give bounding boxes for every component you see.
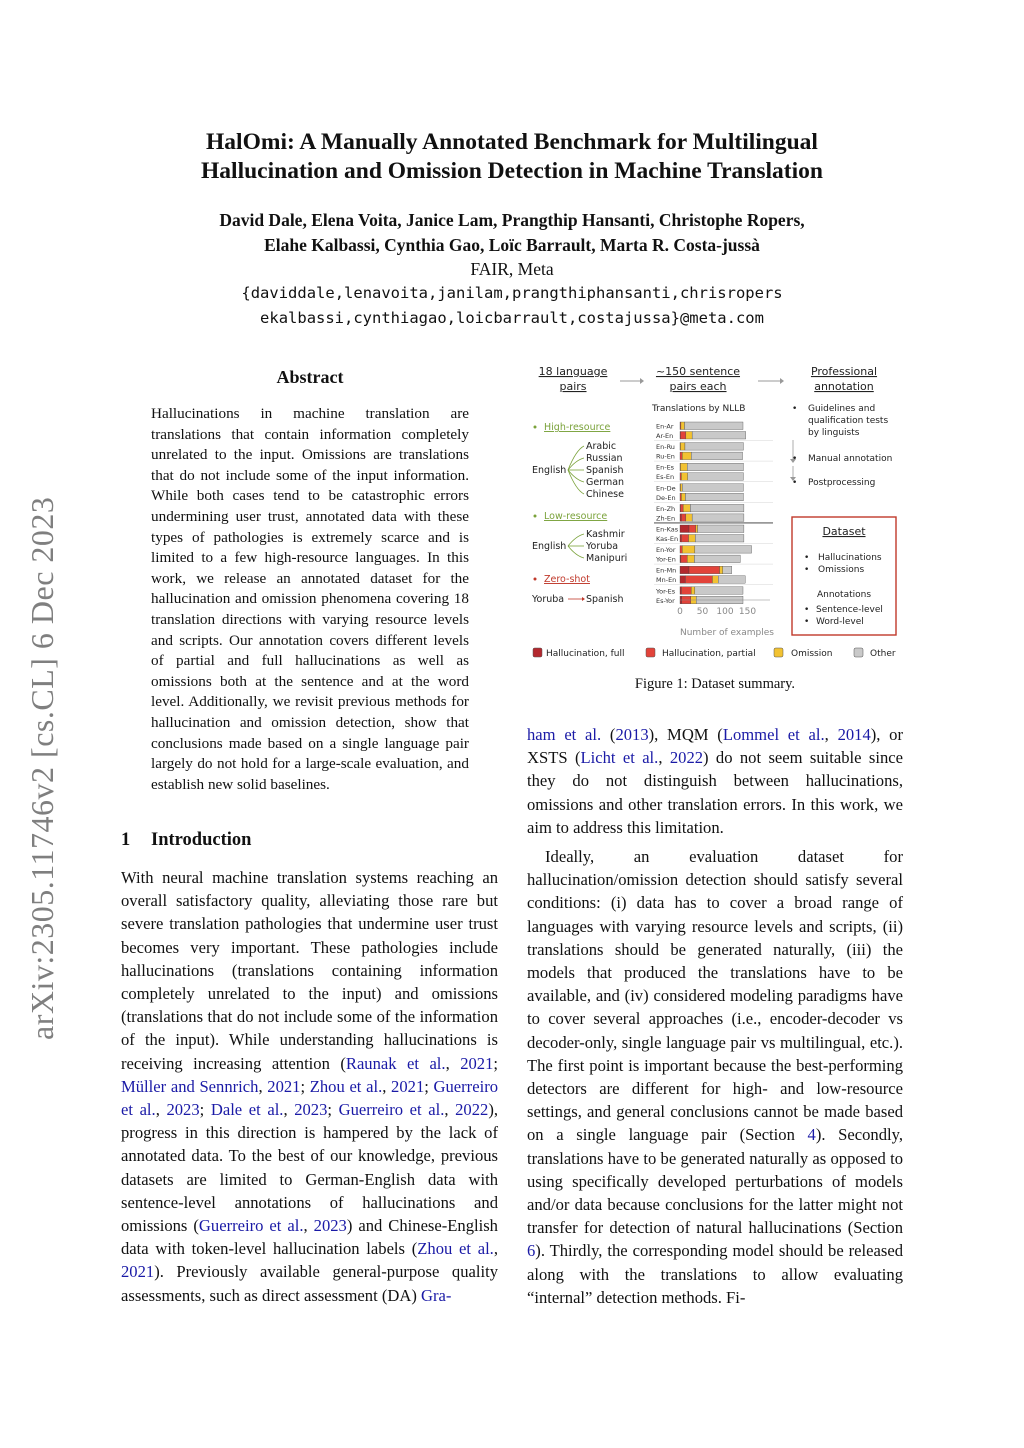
text-run: ), MQM (: [648, 725, 723, 744]
authors-line-2: Elahe Kalbassi, Cynthia Gao, Loïc Barrault, Marta R. Costa-jussà: [264, 235, 760, 255]
bar-label-en-es: En-Es: [656, 463, 675, 472]
bar-ar-en-omission: [686, 432, 692, 440]
bar-yor-en-omission: [687, 555, 694, 563]
bar-yor-es-partial: [681, 587, 691, 595]
bar-label-en-ar: En-Ar: [656, 422, 674, 431]
lang-kashmir: Kashmir: [586, 529, 625, 540]
section-title: Introduction: [151, 830, 252, 850]
bullet-icon: •: [804, 617, 810, 627]
bullet-icon: [534, 426, 537, 429]
legend-swatch-partial: [646, 648, 655, 657]
paper-title: [0, 128, 1024, 186]
title-line-2: Hallucination and Omission Detection in Machine Translation: [201, 158, 823, 184]
bar-en-yor-partial: [680, 546, 682, 554]
bar-label-zh-en: Zh-En: [656, 514, 676, 523]
section-ref-link[interactable]: 6: [527, 1241, 536, 1261]
legend-other: Other: [870, 649, 896, 659]
bar-zh-en-full: [680, 514, 681, 522]
bar-en-mn-omission: [720, 566, 723, 574]
bar-kas-en-omission: [689, 535, 696, 543]
bullet-icon: •: [804, 553, 810, 563]
group-zero-shot: Zero-shot: [544, 574, 590, 585]
email-line-1: {daviddale,lenavoita,janilam,prangthiphansanti,chrisropers: [241, 284, 783, 302]
bar-ru-en-other: [691, 452, 742, 460]
text-run: ) and Chinese-English data with token-level hallucination labels (: [121, 1216, 498, 1259]
pipeline-post: Postprocessing: [808, 478, 876, 488]
bullet-icon: •: [804, 565, 810, 575]
annot-sentence: Sentence-level: [816, 605, 883, 615]
intro-paragraph-3: [527, 845, 903, 1309]
lang-german: German: [586, 477, 625, 488]
separator: ;: [327, 1100, 339, 1120]
emails: [0, 281, 1024, 331]
tick-0: 0: [677, 607, 683, 617]
dataset-item-omissions: Omissions: [818, 565, 865, 575]
citation-year[interactable]: 2013: [615, 725, 649, 744]
bar-en-yor-other: [695, 546, 752, 554]
figure-1-svg: [528, 360, 902, 668]
bar-kas-en-partial: [681, 535, 688, 543]
separator: ;: [493, 1053, 498, 1073]
chart-x-axis: [677, 600, 774, 638]
intro-paragraph-2: ham et al. (2013), MQM (Lommel et al., 2014), or XSTS (Licht et al., 2022) do not seem suitable since they do not distinguish between hallucinations, omissions and other translation errors. In this work, we aim to address this limitation.: [527, 725, 903, 837]
bullet-icon: •: [792, 478, 798, 488]
bar-label-yor-en: Yor-En: [656, 555, 676, 564]
dataset-title: Dataset: [822, 525, 866, 538]
citation-link[interactable]: Guerreiro et al.: [198, 1216, 304, 1236]
bar-mn-en-partial: [685, 576, 712, 584]
citation-link[interactable]: Dale et al.: [210, 1100, 284, 1120]
bar-en-es-other: [687, 463, 743, 471]
lang-russian: Russian: [586, 453, 623, 464]
text-run: ), progress in this direction is hampered by the lack of annotated data. To the best of our knowledge, previous datasets are limited to German-English data with sentence-level annotations of hallucinations and omissions (: [121, 1100, 498, 1236]
legend-swatch-full: [533, 648, 542, 657]
group-high-resource: High-resource: [544, 422, 611, 433]
arrow-icon: [568, 597, 585, 601]
lang-manipuri: Manipuri: [586, 553, 628, 564]
text-run: ). Thirdly, the corresponding model should be released along with the translations to allow evaluating “internal” detection methods. Fi-: [527, 1241, 903, 1307]
bar-kas-en-other: [695, 535, 744, 543]
bar-kas-en-full: [680, 535, 681, 543]
text-run: ). Secondly, translations have to be generated naturally as opposed to using specifically developed perturbations of models and/or data because conclusions for the latter might not transfer for detection of natural hallucinations (Section: [527, 1125, 903, 1238]
separator: ;: [199, 1100, 211, 1120]
citation-link[interactable]: Guerreiro et al.: [338, 1100, 445, 1120]
bar-zh-en-other: [692, 514, 744, 522]
group-low-resource: Low-resource: [544, 511, 608, 522]
source-yoruba: Yoruba: [532, 594, 565, 605]
bullet-icon: •: [792, 454, 798, 464]
text-run: ), or XSTS (: [527, 725, 903, 768]
col3-title-line1: Professional: [810, 365, 878, 378]
pipeline-line-1: Guidelines and: [808, 404, 876, 414]
bar-en-yor-omission: [682, 546, 695, 554]
bar-label-en-mn: En-Mn: [656, 566, 677, 575]
bar-label-es-yor: Es-Yor: [656, 596, 675, 605]
branch-arrows-high: [568, 446, 584, 494]
bar-de-en-other: [685, 493, 743, 501]
bar-label-de-en: De-En: [656, 493, 676, 502]
bar-label-es-en: Es-En: [656, 473, 675, 482]
bar-en-zh-partial: [680, 504, 683, 512]
citation-year[interactable]: 2021: [267, 1076, 301, 1096]
bar-label-yor-es: Yor-Es: [656, 587, 676, 596]
abstract-heading: Abstract: [276, 367, 344, 387]
bar-label-ar-en: Ar-En: [656, 432, 674, 440]
bar-ar-en-other: [692, 432, 746, 440]
bar-de-en-omission: [681, 493, 685, 501]
col1-title-line2: pairs: [559, 380, 587, 393]
lang-arabic: Arabic: [586, 441, 617, 452]
bar-de-en-partial: [680, 493, 681, 501]
intro-left-column: [121, 866, 498, 1307]
bar-yor-en-other: [694, 555, 740, 563]
lang-chinese: Chinese: [586, 489, 624, 500]
legend-swatch-other: [854, 648, 863, 657]
annot-word: Word-level: [816, 617, 864, 627]
bar-mn-en-omission: [712, 576, 718, 584]
citation-link[interactable]: Guerreiro et al.: [121, 1076, 499, 1120]
bar-en-ru-other: [685, 443, 744, 451]
separator: ;: [300, 1076, 310, 1096]
bar-yor-es-other: [695, 587, 743, 595]
tick-50: 50: [696, 607, 709, 617]
bullet-icon: [534, 515, 537, 518]
bar-ru-en-partial: [680, 452, 682, 460]
bar-en-de-other: [682, 484, 743, 492]
citation-link[interactable]: Raunak et al.: [345, 1053, 446, 1073]
bar-en-es-omission: [680, 463, 687, 471]
bar-es-en-omission: [681, 473, 687, 481]
bar-en-de-omission: [680, 484, 682, 492]
bar-label-ru-en: Ru-En: [656, 452, 675, 461]
citation-link[interactable]: Licht et al.: [580, 748, 659, 768]
citation-link[interactable]: Gra-: [421, 1285, 452, 1305]
bar-label-en-de: En-De: [656, 484, 676, 493]
dataset-item-hallucinations: Hallucinations: [818, 553, 882, 563]
legend-full: Hallucination, full: [546, 649, 625, 659]
text-run: Ideally, an evaluation dataset for hallucination/omission detection should satisfy several conditions: (i) data has to cover a broad range of languages with varying resource levels and scripts, (ii) translations should be generated naturally, (iii) the models that produced the translations have to be available, and (iv) considered modeling paradigms have to cover several approaches (i.e., encoder-decoder vs decoder-only, single language pair vs multilingual, etc.). The first point is important because the best-performing detectors are different for high- and low-resource settings, and general conclusions cannot be made based on a single language pair (Section: [527, 847, 903, 1145]
col2-title-line2: pairs each: [669, 380, 727, 393]
bar-ru-en-omission: [682, 452, 691, 460]
citation-year[interactable]: 2021: [460, 1053, 494, 1073]
arxiv-stamp[interactable]: arXiv:2305.11746v2 [cs.CL] 6 Dec 2023: [24, 496, 60, 1040]
intro-paragraph-1: With neural machine translation systems reaching an overall satisfactory quality, alleviating those rare but severe translation pathologies that undermine user trust becomes very important. These pathologies include hallucinations (translations containing information completely unrelated to the input) and omissions (translations that do not include some of the information of the input). While understanding hallucinations is receiving increasing attention (Raunak et al., 2021; Müller and Sennrich, 2021; Zhou et al., 2021; Guerreiro et al., 2023; Dale et al., 2023; Guerreiro et al., 2022), progress in this direction is hampered by the lack of annotated data. To the best of our knowledge, previous datasets are limited to German-English data with sentence-level annotations of hallucinations and omissions (Guerreiro et al., 2023) and Chinese-English data with token-level hallucination labels (Zhou et al., 2021). Previously available general-purpose quality assessments, such as direct assessment (DA) Gra-: [121, 868, 499, 1305]
annotations-title: Annotations: [816, 590, 872, 600]
bar-ar-en-partial: [680, 432, 685, 440]
abstract-text: Hallucinations in machine translation are translations that contain information completely unrelated to the input. Omissions are translations that do not include some of the input information. While both cases tend to be catastrophic errors undermining user trust, annotated data with these types of pathologies is extremely scarce and is limited to a few high-resource languages. In this work, we release an annotated dataset for the hallucination and omission phenomena covering 18 translation directions with varying resource levels and scripts. Our annotation covers different levels of partial and full hallucinations as well as omissions both at the sentence and at the word level. Additionally, we revisit previous methods for hallucination and omission detection, show that conclusions made based on a single language pair largely do not hold for a large-scale evaluation, and establish new solid baselines.: [151, 405, 469, 793]
citation-link[interactable]: Zhou et al.: [417, 1239, 494, 1259]
intro-right-column: [527, 723, 903, 1309]
bar-en-kas-full: [680, 525, 689, 533]
citation-year[interactable]: 2021: [121, 1262, 155, 1282]
bar-label-kas-en: Kas-En: [656, 535, 679, 543]
figure-1: [528, 360, 902, 668]
citation-link[interactable]: Müller and Sennrich: [121, 1076, 259, 1096]
legend-swatch-omission: [774, 648, 783, 657]
bar-mn-en-full: [680, 576, 685, 584]
translations-label: Translations by NLLB: [652, 404, 746, 414]
affiliation: FAIR, Meta: [470, 259, 554, 279]
bar-en-zh-omission: [683, 504, 690, 512]
bar-en-zh-other: [690, 504, 744, 512]
tick-100: 100: [716, 607, 734, 617]
text-run: With neural machine translation systems reaching an overall satisfactory quality, alleviating those rare but severe translation pathologies that undermine user trust becomes very important. These pathologies include hallucinations (translations containing information completely unrelated to the input) and omissions (translations that do not include some of the information of the input). While understanding hallucinations is receiving increasing attention (: [121, 868, 498, 1073]
bar-en-ru-omission: [680, 443, 685, 451]
email-line-2: ekalbassi,cynthiagao,loicbarrault,costajussa}@meta.com: [260, 309, 764, 327]
title-line-1: HalOmi: A Manually Annotated Benchmark for Multilingual: [206, 129, 818, 155]
bar-label-en-yor: En-Yor: [656, 546, 676, 555]
section-heading: [121, 830, 251, 851]
citation-link[interactable]: Zhou et al.: [309, 1076, 383, 1096]
bar-en-mn-other: [723, 566, 732, 574]
separator: ;: [424, 1076, 434, 1096]
bar-label-en-kas: En-Kas: [656, 525, 679, 534]
legend-partial: Hallucination, partial: [662, 649, 756, 659]
bullet-icon: [534, 578, 537, 581]
bullet-icon: •: [792, 404, 798, 414]
citation-year[interactable]: 2021: [391, 1076, 425, 1096]
citation-link[interactable]: ham et al.: [527, 725, 602, 744]
branch-arrows-low: [568, 534, 584, 558]
lang-yoruba: Yoruba: [586, 541, 619, 552]
legend: [533, 648, 896, 659]
bar-label-en-zh: En-Zh: [656, 504, 676, 513]
bullet-icon: •: [804, 605, 810, 615]
bar-yor-en-partial: [681, 555, 687, 563]
bar-es-en-other: [688, 473, 744, 481]
text-run: ) do not seem suitable since they do not distinguish between hallucinations, omissions and other translation errors. In this work, we aim to address this limitation.: [527, 748, 903, 837]
source-english-2: English: [532, 541, 567, 552]
tick-150: 150: [738, 607, 757, 617]
bar-en-kas-other: [698, 525, 744, 533]
section-number: 1: [121, 830, 131, 850]
citation-link[interactable]: Lommel et al.: [722, 725, 825, 744]
bar-en-mn-partial: [689, 566, 720, 574]
bar-zh-en-omission: [686, 514, 692, 522]
citation-year[interactable]: 2023: [294, 1100, 328, 1120]
lang-spanish-zs: Spanish: [586, 594, 624, 605]
pipeline-line-3: by linguists: [808, 428, 860, 438]
text-run: ). Previously available general-purpose quality assessments, such as direct assessment (DA): [121, 1262, 498, 1305]
bar-en-ar-other: [685, 422, 744, 430]
bar-mn-en-other: [718, 576, 745, 584]
citation-year[interactable]: 2023: [313, 1216, 347, 1236]
legend-omission: Omission: [791, 649, 833, 659]
bar-en-ar-omission: [681, 422, 685, 430]
bar-yor-es-omission: [691, 587, 695, 595]
citation-year[interactable]: 2022: [455, 1100, 489, 1120]
bar-label-mn-en: Mn-En: [656, 576, 677, 585]
source-english-1: English: [532, 465, 567, 476]
bar-en-kas-omission: [696, 525, 698, 533]
col2-title-line1: ~150 sentence: [655, 365, 741, 378]
stacked-bar-chart: [654, 422, 773, 605]
section-ref-link[interactable]: 4: [807, 1125, 816, 1145]
figure-caption: Figure 1: Dataset summary.: [634, 676, 796, 692]
authors: [0, 208, 1024, 258]
citation-year[interactable]: 2014: [837, 725, 871, 744]
col1-title-line1: 18 language: [538, 365, 608, 378]
bar-es-en-partial: [680, 473, 681, 481]
bar-yor-es-full: [680, 587, 681, 595]
pipeline-line-2: qualification tests: [808, 416, 889, 426]
bar-en-mn-full: [680, 566, 689, 574]
col3-title-line2: annotation: [814, 380, 874, 393]
citation-year[interactable]: 2023: [166, 1100, 200, 1120]
arrow-icon: [620, 378, 644, 384]
arrow-icon: [758, 378, 784, 384]
axis-label: Number of examples: [680, 628, 774, 638]
citation-year[interactable]: 2022: [669, 748, 704, 768]
bar-zh-en-partial: [681, 514, 686, 522]
bar-label-en-ru: En-Ru: [656, 443, 675, 452]
authors-line-1: David Dale, Elena Voita, Janice Lam, Prangthip Hansanti, Christophe Ropers,: [219, 210, 805, 230]
bar-en-kas-partial: [689, 525, 696, 533]
lang-spanish: Spanish: [586, 465, 624, 476]
pipeline-manual: Manual annotation: [808, 454, 893, 464]
